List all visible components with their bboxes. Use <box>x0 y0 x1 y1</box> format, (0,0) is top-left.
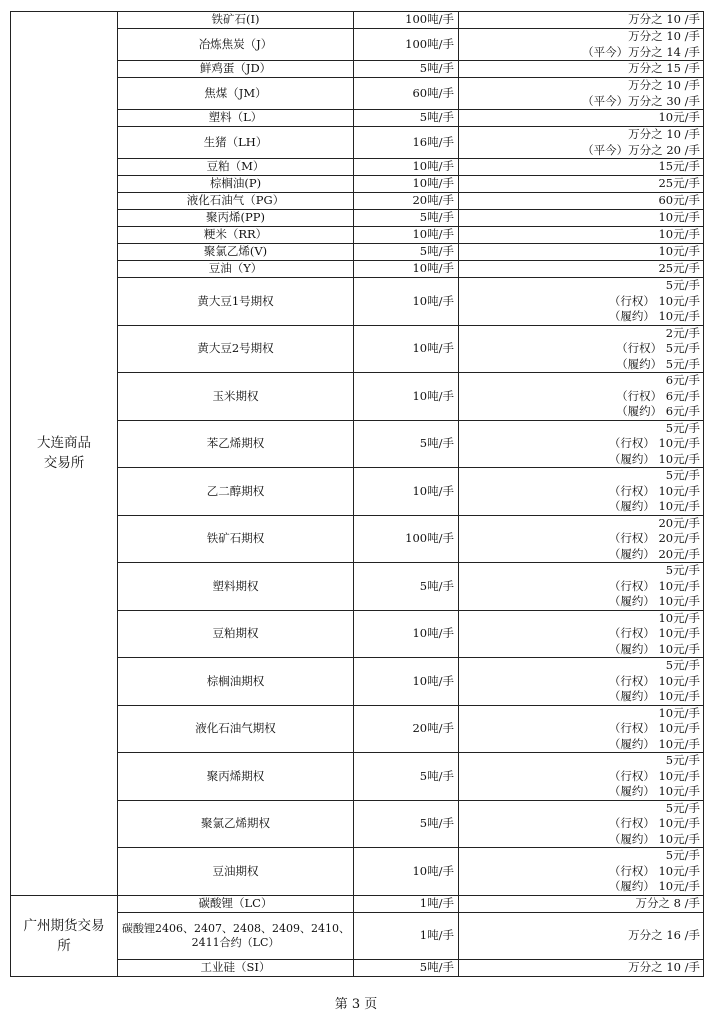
fee-cell <box>459 176 704 193</box>
product-name: 豆油期权 <box>212 863 259 878</box>
product-name: 黄大豆1号期权 <box>197 293 274 308</box>
product-name-cell <box>118 610 354 658</box>
fee-cell <box>459 468 704 516</box>
fee-cell <box>459 848 704 896</box>
fee-line: 5元/手 <box>665 278 700 292</box>
contract-unit-cell: 10吨/手 <box>354 468 459 516</box>
fee-line: 5元/手 <box>665 420 700 435</box>
product-name-cell <box>118 261 354 278</box>
contract-unit-cell: 5吨/手 <box>354 110 459 127</box>
product-name: 聚丙烯期权 <box>206 768 265 783</box>
fee-line: 万分之 10 /手 <box>628 959 700 974</box>
fee-line: 万分之 10 /手 <box>628 78 700 92</box>
product-name-cell <box>118 78 354 110</box>
fee-table <box>10 11 704 977</box>
contract-unit-cell: 10吨/手 <box>354 227 459 244</box>
product-name-cell <box>118 227 354 244</box>
product-name-cell <box>118 12 354 29</box>
fee-line: 10元/手 <box>658 210 700 225</box>
fee-line: （行权） 10元/手 <box>608 578 700 593</box>
fee-line: （平今）万分之 20 /手 <box>582 142 700 157</box>
contract-unit-cell: 20吨/手 <box>354 705 459 753</box>
fee-line: 10元/手 <box>658 244 700 259</box>
fee-line: 5元/手 <box>665 848 700 862</box>
table-row <box>11 895 704 912</box>
exchange-name-line: 广州期货交易 <box>23 917 105 934</box>
exchange-cell <box>11 12 118 896</box>
fee-cell <box>459 159 704 176</box>
fee-line: （履约） 10元/手 <box>608 831 700 846</box>
fee-cell <box>459 753 704 801</box>
fee-line: （履约） 10元/手 <box>608 784 700 798</box>
product-name: 乙二醇期权 <box>206 483 265 498</box>
product-name-cell <box>118 658 354 706</box>
fee-cell <box>459 261 704 278</box>
contract-unit-cell: 10吨/手 <box>354 373 459 421</box>
product-name: 工业硅（SI） <box>200 959 271 974</box>
contract-unit-cell: 5吨/手 <box>354 420 459 468</box>
fee-line: 5元/手 <box>665 753 700 767</box>
fee-line: 15元/手 <box>658 159 700 174</box>
fee-line: （履约） 20元/手 <box>608 546 700 561</box>
fee-line: 10元/手 <box>658 610 700 625</box>
product-name: 冶炼焦炭（J） <box>198 36 273 51</box>
table-row <box>11 12 704 29</box>
fee-cell <box>459 895 704 912</box>
contract-unit-cell: 5吨/手 <box>354 61 459 78</box>
fee-cell <box>459 705 704 753</box>
fee-line: 5元/手 <box>665 563 700 577</box>
product-name: 铁矿石期权 <box>206 531 265 545</box>
fee-line: （平今）万分之 14 /手 <box>582 44 700 59</box>
fee-line: （行权） 10元/手 <box>608 721 700 735</box>
product-name-cell <box>118 563 354 611</box>
contract-unit-cell: 1吨/手 <box>354 895 459 912</box>
product-name: 鲜鸡蛋（JD） <box>199 61 272 76</box>
product-name-cell <box>118 373 354 421</box>
fee-cell <box>459 563 704 611</box>
fee-line: 5元/手 <box>665 468 700 482</box>
product-name: 铁矿石(I) <box>211 12 260 27</box>
fee-cell <box>459 210 704 227</box>
exchange-cell <box>11 895 118 976</box>
fee-cell <box>459 515 704 563</box>
contract-unit-cell: 10吨/手 <box>354 848 459 896</box>
fee-cell <box>459 127 704 159</box>
fee-cell <box>459 12 704 29</box>
fee-line: （行权） 10元/手 <box>608 816 700 830</box>
fee-cell <box>459 78 704 110</box>
product-name: 豆油（Y） <box>208 261 263 276</box>
product-name: 聚氯乙烯期权 <box>201 816 270 830</box>
product-name-cell <box>118 800 354 848</box>
product-name: 塑料期权 <box>212 578 259 593</box>
exchange-name-line: 大连商品 <box>37 435 91 452</box>
contract-unit-cell: 10吨/手 <box>354 325 459 373</box>
fee-line: （行权） 10元/手 <box>608 626 700 640</box>
product-name-cell <box>118 753 354 801</box>
fee-line: （行权） 10元/手 <box>608 863 700 878</box>
fee-line: （履约） 10元/手 <box>608 499 700 513</box>
fee-cell <box>459 420 704 468</box>
fee-line: （履约） 10元/手 <box>608 879 700 893</box>
exchange-name-line: 所 <box>57 937 71 954</box>
product-name: 苯乙烯期权 <box>206 436 265 450</box>
contract-unit-cell: 10吨/手 <box>354 658 459 706</box>
product-name-cell <box>118 848 354 896</box>
product-name-cell <box>118 278 354 326</box>
product-name: 2411合约（LC） <box>191 935 280 949</box>
product-name-cell <box>118 515 354 563</box>
fee-line: （行权） 10元/手 <box>608 673 700 688</box>
product-name: 聚氯乙烯(V) <box>203 244 268 259</box>
fee-cell <box>459 610 704 658</box>
contract-unit-cell: 10吨/手 <box>354 278 459 326</box>
fee-line: （行权） 6元/手 <box>616 388 700 403</box>
contract-unit-cell: 5吨/手 <box>354 244 459 261</box>
contract-unit-cell: 10吨/手 <box>354 610 459 658</box>
fee-line: （行权） 10元/手 <box>608 483 700 498</box>
fee-line: （履约） 6元/手 <box>616 404 700 418</box>
fee-line: 25元/手 <box>658 176 700 191</box>
fee-line: 万分之 10 /手 <box>628 12 700 27</box>
contract-unit-cell: 100吨/手 <box>354 29 459 61</box>
product-name: 黄大豆2号期权 <box>197 341 274 355</box>
product-name-cell <box>118 110 354 127</box>
product-name-cell <box>118 176 354 193</box>
contract-unit-cell: 5吨/手 <box>354 563 459 611</box>
product-name: 粳米（RR） <box>203 227 268 242</box>
fee-line: 万分之 15 /手 <box>628 61 700 76</box>
contract-unit-cell: 100吨/手 <box>354 12 459 29</box>
product-name: 棕榈油期权 <box>206 673 265 688</box>
fee-cell <box>459 800 704 848</box>
contract-unit-cell: 5吨/手 <box>354 959 459 976</box>
fee-cell <box>459 658 704 706</box>
fee-line: 万分之 16 /手 <box>628 927 700 942</box>
fee-line: 5元/手 <box>665 658 700 672</box>
contract-unit-cell: 10吨/手 <box>354 261 459 278</box>
fee-cell <box>459 912 704 959</box>
contract-unit-cell: 16吨/手 <box>354 127 459 159</box>
product-name-cell <box>118 210 354 227</box>
fee-line: （行权） 10元/手 <box>608 293 700 308</box>
fee-line: 20元/手 <box>658 515 700 530</box>
fee-cell <box>459 193 704 210</box>
fee-line: （履约） 10元/手 <box>608 309 700 323</box>
product-name: 豆粕期权 <box>212 626 259 640</box>
product-name-cell <box>118 912 354 959</box>
product-name: 豆粕（M） <box>206 159 265 174</box>
product-name-cell <box>118 61 354 78</box>
fee-line: （行权） 20元/手 <box>608 531 700 545</box>
product-name: 液化石油气（PG） <box>186 193 285 208</box>
fee-line: （履约） 10元/手 <box>608 736 700 751</box>
product-name: 生猪（LH） <box>203 134 268 149</box>
contract-unit-cell: 5吨/手 <box>354 753 459 801</box>
product-name-cell <box>118 420 354 468</box>
fee-line: （履约） 10元/手 <box>608 641 700 656</box>
fee-cell <box>459 61 704 78</box>
product-name-cell <box>118 895 354 912</box>
product-name: 液化石油气期权 <box>195 721 276 735</box>
product-name-cell <box>118 159 354 176</box>
fee-cell <box>459 29 704 61</box>
product-name-cell <box>118 959 354 976</box>
product-name-cell <box>118 244 354 261</box>
fee-line: （履约） 5元/手 <box>616 356 700 371</box>
contract-unit-cell: 5吨/手 <box>354 210 459 227</box>
fee-line: 10元/手 <box>658 705 700 720</box>
product-name-cell <box>118 325 354 373</box>
fee-line: （行权） 10元/手 <box>608 768 700 783</box>
product-name: 塑料（L） <box>208 110 263 125</box>
fee-line: （平今）万分之 30 /手 <box>582 93 700 108</box>
contract-unit-cell: 100吨/手 <box>354 515 459 563</box>
product-name: 碳酸锂2406、2407、2408、2409、2410、 <box>122 921 350 935</box>
contract-unit-cell: 20吨/手 <box>354 193 459 210</box>
fee-line: 2元/手 <box>665 325 700 340</box>
fee-line: 万分之 10 /手 <box>628 29 700 43</box>
fee-line: （行权） 10元/手 <box>608 436 700 450</box>
fee-line: 6元/手 <box>665 373 700 387</box>
page-number: 第 3 页 <box>334 997 378 1012</box>
product-name: 碳酸锂（LC） <box>198 895 273 910</box>
fee-cell <box>459 373 704 421</box>
product-name-cell <box>118 29 354 61</box>
product-name-cell <box>118 468 354 516</box>
fee-line: 10元/手 <box>658 227 700 242</box>
product-name-cell <box>118 705 354 753</box>
product-name: 玉米期权 <box>212 388 259 403</box>
fee-cell <box>459 325 704 373</box>
fee-cell <box>459 227 704 244</box>
fee-cell <box>459 110 704 127</box>
fee-cell <box>459 959 704 976</box>
product-name: 棕榈油(P) <box>209 176 262 191</box>
fee-line: （履约） 10元/手 <box>608 594 700 608</box>
fee-cell <box>459 244 704 261</box>
contract-unit-cell: 1吨/手 <box>354 912 459 959</box>
fee-line: （履约） 10元/手 <box>608 451 700 466</box>
contract-unit-cell: 60吨/手 <box>354 78 459 110</box>
product-name: 焦煤（JM） <box>204 85 267 100</box>
exchange-name-line: 交易所 <box>43 455 85 472</box>
contract-unit-cell: 10吨/手 <box>354 176 459 193</box>
fee-line: 10元/手 <box>658 110 700 125</box>
product-name-cell <box>118 193 354 210</box>
fee-line: 万分之 10 /手 <box>628 127 700 141</box>
fee-line: 万分之 8 /手 <box>635 895 700 910</box>
product-name-cell <box>118 127 354 159</box>
fee-line: 60元/手 <box>658 193 700 208</box>
contract-unit-cell: 10吨/手 <box>354 159 459 176</box>
fee-line: 25元/手 <box>658 261 700 276</box>
fee-line: （行权） 5元/手 <box>616 341 700 355</box>
contract-unit-cell: 5吨/手 <box>354 800 459 848</box>
product-name: 聚丙烯(PP) <box>206 210 265 225</box>
fee-line: （履约） 10元/手 <box>608 689 700 703</box>
fee-cell <box>459 278 704 326</box>
fee-line: 5元/手 <box>665 800 700 815</box>
